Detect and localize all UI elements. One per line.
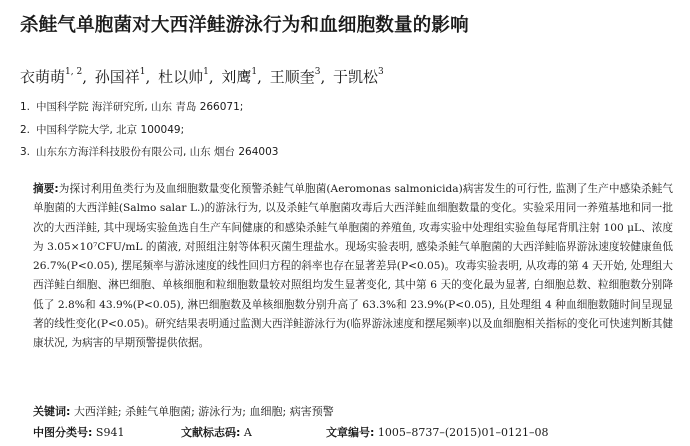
paper-title: 杀鲑气单胞菌对大西洋鲑游泳行为和血细胞数量的影响 <box>20 15 469 36</box>
author: 孙国祥$^1$, <box>94 67 151 86</box>
author-affiliation-mark: 1 <box>203 67 209 77</box>
author-affiliation-mark: 1 <box>251 67 258 77</box>
author: 杜以帅$^1$, <box>158 67 214 86</box>
classification-line <box>33 424 673 440</box>
author: 王顺奎$^3$, <box>269 67 326 86</box>
abstract <box>33 180 673 354</box>
author-list <box>20 66 680 87</box>
author-name: 于凯松 <box>333 68 379 86</box>
author-name: 孙国祥 <box>94 68 140 86</box>
document-code-label: 文献标志码: <box>181 426 241 439</box>
author <box>333 68 384 86</box>
clc-label: 中图分类号: <box>33 426 93 439</box>
article-number-value: 1005–8737–(2015)01–0121–08 <box>377 426 549 439</box>
author-affiliation-mark: 3 <box>378 67 384 77</box>
affiliation-list <box>20 99 680 167</box>
affiliation-text: 中国科学院大学, 北京 100049; <box>36 123 185 136</box>
author-affiliation-mark: 3 <box>314 67 321 77</box>
author-affiliation-mark: 1 <box>139 67 146 77</box>
author-affiliation-mark: 1, 2 <box>65 67 83 77</box>
affiliation-number: 1. <box>20 101 31 113</box>
author-name: 杜以帅 <box>158 68 204 86</box>
keywords-label: 关键词: <box>33 405 71 418</box>
article-number-label: 文章编号: <box>326 426 375 439</box>
affiliation-text: 中国科学院 海洋研究所, 山东 青岛 266071; <box>36 101 244 113</box>
author-name: 衣萌萌 <box>20 68 66 86</box>
keywords <box>33 403 673 419</box>
abstract-text: 为探讨利用鱼类行为及血细胞数量变化预警杀鲑气单胞菌(Aeromonas salmonicida)病害发生的可行性, 监测了生产中感染杀鲑气单胞菌的大西洋鲑(Salmo salar L.)的游泳行为, 以及杀鲑气单胞菌攻毒后大西洋鲑血细胞数量的变化。实验采用同一养殖基地和同一批次的大西洋鲑, 其中现场实验鱼选自生产车间健康的和感染杀鲑气单胞菌的养殖鱼, 攻毒实验中处理组实验鱼每尾背肌注射 100 μL、浓度为 3.05×10⁷CFU/mL 的菌液, 对照组注射等体积灭菌生理盐水。现场实验表明, 感染杀鲑气单胞菌的大西洋鲑临界游泳速度较健康鱼低 26.7%(P<0.05), 摆尾频率与游泳速度的线性回归方程的斜率也存在显著差异(P<0.05)。攻毒实验表明, 从攻毒的第 4 天开始, 处理组大西洋鲑白细胞、淋巴细胞、单核细胞和粒细胞数量较对照组均发生显著变化, 其中第 6 天的变化最为显著, 白细胞总数、粒细胞数分别降低了 2.8%和 43.9%(P<0.05), 淋巴细胞数及单核细胞数分别升高了 63.3%和 23.9%(P<0.05), 且处理组 4 种血细胞数随时间呈现显著的线性变化(P<0.05)。研究结果表明通过监测大西洋鲑游泳行为(临界游泳速度和摆尾频率)以及血细胞相关指标的变化可快速判断其健康状况, 为病害的早期预警提供依据。 <box>33 183 673 350</box>
document-code-value: A <box>243 426 252 439</box>
abstract-label: 摘要: <box>33 183 59 195</box>
affiliation-number: 2. <box>20 123 31 136</box>
keywords-text: 大西洋鲑; 杀鲑气单胞菌; 游泳行为; 血细胞; 病害预警 <box>73 405 334 418</box>
affiliation <box>20 122 680 145</box>
author: 衣萌萌$^{1, 2}$, <box>20 67 87 86</box>
author: 刘鹰$^1$, <box>221 67 262 86</box>
affiliation-text: 山东东方海洋科技股份有限公司, 山东 烟台 264003 <box>36 146 279 158</box>
affiliation <box>20 144 680 167</box>
affiliation <box>20 99 680 122</box>
affiliation-number: 3. <box>20 146 31 158</box>
author-name: 刘鹰 <box>221 68 252 86</box>
author-name: 王顺奎 <box>269 68 315 86</box>
clc-value: S941 <box>95 426 125 439</box>
